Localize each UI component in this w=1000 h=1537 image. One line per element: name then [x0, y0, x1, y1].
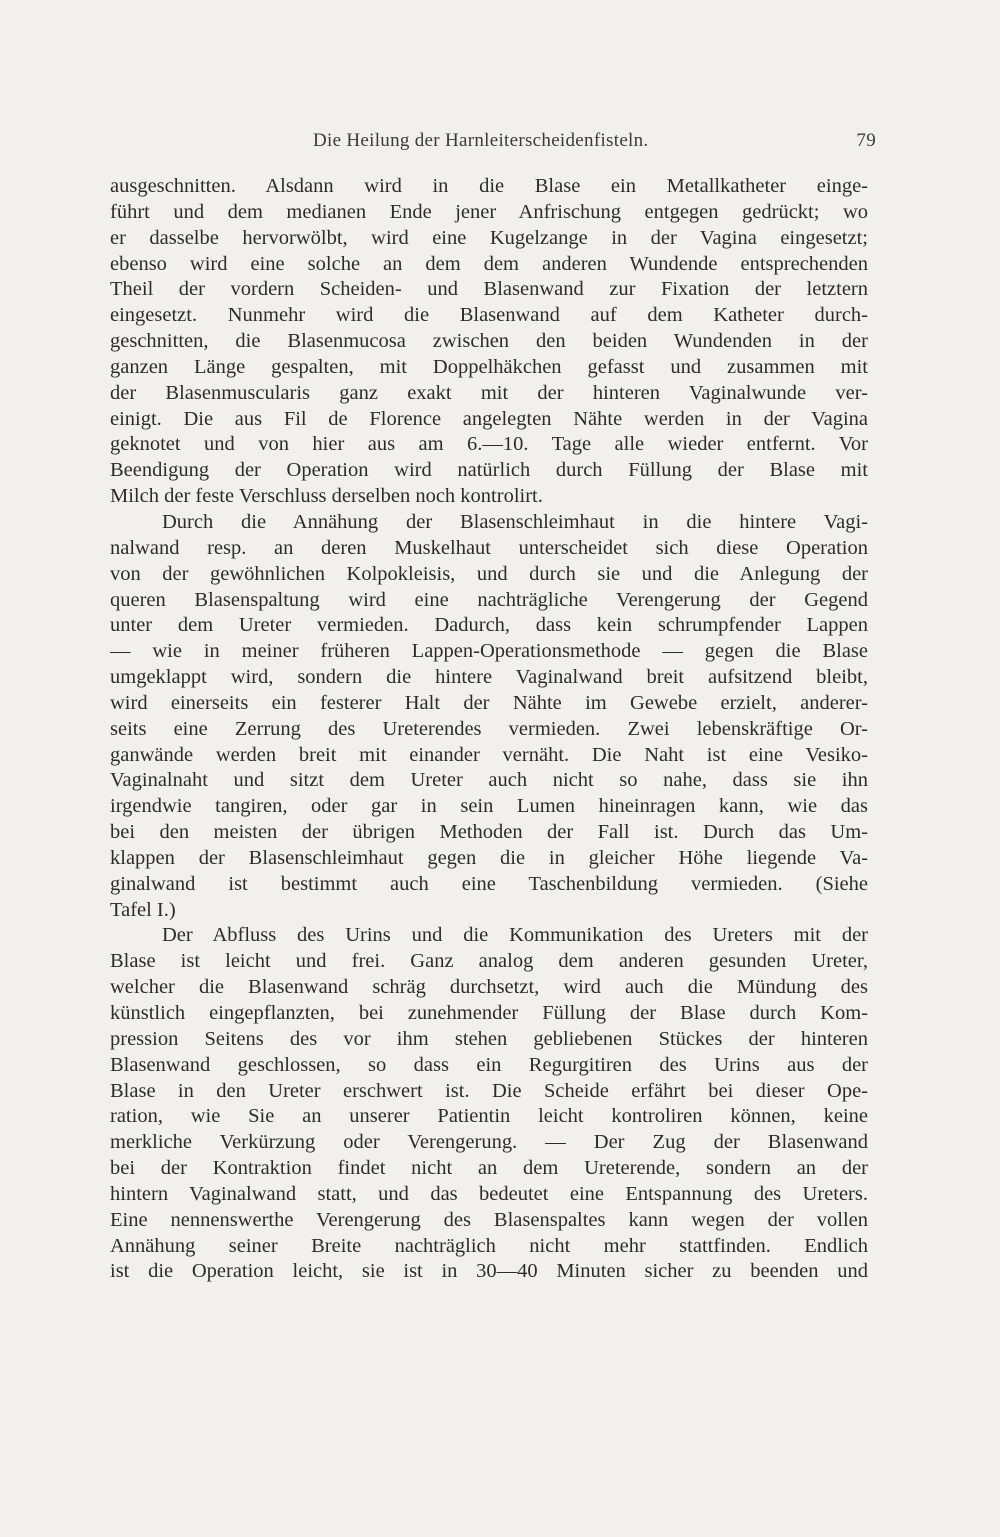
text-line: klappen der Blasenschleimhaut gegen die in gleicher Höhe liegende Va- — [110, 846, 868, 869]
text-line: einigt. Die aus Fil de Florence angelegten Nähte werden in der Vagina — [110, 407, 868, 430]
text-line: irgendwie tangiren, oder gar in sein Lumen hineinragen kann, wie das — [110, 795, 868, 818]
text-line: der Blasenmuscularis ganz exakt mit der hinteren Vaginalwunde ver- — [110, 381, 868, 404]
text-line: unter dem Ureter vermieden. Dadurch, dass kein schrumpfender Lappen — [110, 614, 868, 637]
body-text — [110, 174, 868, 1285]
text-line: Durch die Annähung der Blasenschleimhaut in die hintere Vagi- — [162, 510, 868, 533]
text-line: geschnitten, die Blasenmucosa zwischen den beiden Wundenden in der — [110, 330, 868, 353]
text-line: pression Seitens des vor ihm stehen gebliebenen Stückes der hinteren — [110, 1027, 868, 1050]
text-line: Tafel I.) — [110, 898, 176, 921]
text-line: Blase in den Ureter erschwert ist. Die Scheide erfährt bei dieser Ope- — [110, 1079, 868, 1102]
text-line: seits eine Zerrung des Ureterendes vermieden. Zwei lebenskräftige Or- — [110, 717, 868, 740]
text-line: ebenso wird eine solche an dem dem anderen Wundende entsprechenden — [110, 252, 868, 275]
text-line: Milch der feste Verschluss derselben noch kontrolirt. — [110, 485, 543, 508]
page-number: 79 — [856, 130, 876, 151]
text-line: — wie in meiner früheren Lappen-Operationsmethode — gegen die Blase — [110, 640, 868, 663]
text-line: ganwände werden breit mit einander vernäht. Die Naht ist eine Vesiko- — [110, 743, 868, 766]
text-line: Vaginalnaht und sitzt dem Ureter auch nicht so nahe, dass sie ihn — [110, 769, 868, 792]
text-line: Blasenwand geschlossen, so dass ein Regurgitiren des Urins aus der — [110, 1053, 868, 1076]
text-line: ginalwand ist bestimmt auch eine Taschenbildung vermieden. (Siehe — [110, 872, 868, 895]
text-line: führt und dem medianen Ende jener Anfrischung entgegen gedrückt; wo — [110, 200, 868, 223]
text-line: er dasselbe hervorwölbt, wird eine Kugelzange in der Vagina eingesetzt; — [110, 226, 868, 249]
text-line: ist die Operation leicht, sie ist in 30—40 Minuten sicher zu beenden und — [110, 1260, 868, 1283]
text-line: bei den meisten der übrigen Methoden der Fall ist. Durch das Um- — [110, 821, 868, 844]
text-line: Theil der vordern Scheiden- und Blasenwand zur Fixation der letztern — [110, 278, 868, 301]
text-line: nalwand resp. an deren Muskelhaut unterscheidet sich diese Operation — [110, 536, 868, 559]
text-line: Blase ist leicht und frei. Ganz analog dem anderen gesunden Ureter, — [110, 950, 868, 973]
text-line: queren Blasenspaltung wird eine nachträgliche Verengerung der Gegend — [110, 588, 868, 611]
text-line: welcher die Blasenwand schräg durchsetzt, wird auch die Mündung des — [110, 976, 868, 999]
text-line: Der Abfluss des Urins und die Kommunikation des Ureters mit der — [162, 924, 868, 947]
text-line: Eine nennenswerthe Verengerung des Blasenspaltes kann wegen der vollen — [110, 1208, 868, 1231]
text-line: bei der Kontraktion findet nicht an dem Ureterende, sondern an der — [110, 1157, 868, 1180]
text-line: von der gewöhnlichen Kolpokleisis, und durch sie und die Anlegung der — [110, 562, 868, 585]
text-line: umgeklappt wird, sondern die hintere Vaginalwand breit aufsitzend bleibt, — [110, 666, 868, 689]
text-line: Beendigung der Operation wird natürlich durch Füllung der Blase mit — [110, 459, 868, 482]
text-line: geknotet und von hier aus am 6.—10. Tage alle wieder entfernt. Vor — [110, 433, 868, 456]
text-line: ganzen Länge gespalten, mit Doppelhäkchen gefasst und zusammen mit — [110, 355, 868, 378]
text-line: merkliche Verkürzung oder Verengerung. — Der Zug der Blasenwand — [110, 1131, 868, 1154]
running-head — [108, 130, 876, 160]
text-line: hintern Vaginalwand statt, und das bedeutet eine Entspannung des Ureters. — [110, 1182, 868, 1205]
text-line: ausgeschnitten. Alsdann wird in die Blase ein Metallkatheter einge- — [110, 175, 868, 197]
text-line: Annähung seiner Breite nachträglich nicht mehr stattfinden. Endlich — [110, 1234, 868, 1257]
text-line: wird einerseits ein festerer Halt der Nähte im Gewebe erzielt, anderer- — [110, 691, 868, 714]
text-line: eingesetzt. Nunmehr wird die Blasenwand auf dem Katheter durch- — [110, 304, 868, 327]
running-title: Die Heilung der Harnleiterscheidenfisteln. — [313, 130, 649, 151]
text-line: künstlich eingepflanzten, bei zunehmender Füllung der Blase durch Kom- — [110, 1002, 868, 1024]
text-line: ration, wie Sie an unserer Patientin leicht kontroliren können, keine — [110, 1105, 868, 1128]
